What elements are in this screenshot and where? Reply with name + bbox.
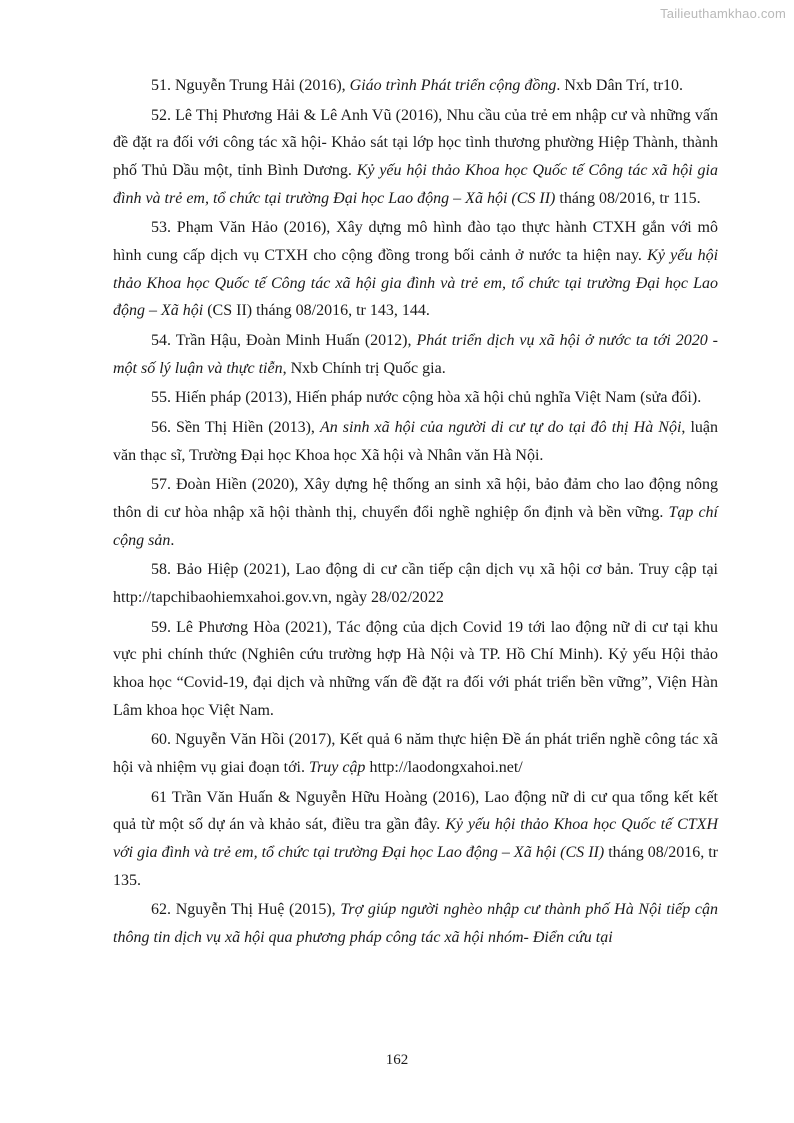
reference-text: , Nxb Chính trị Quốc gia. [282,359,446,377]
reference-text: 53. Phạm Văn Hảo (2016), Xây dựng mô hình đào tạo thực hành CTXH gắn với mô hình cung cấp dịch vụ CTXH cho cộng đồng trong bối cảnh ở nước ta hiện nay. [113,219,718,264]
reference-item [113,384,718,412]
reference-item [113,556,718,611]
reference-item [113,72,718,100]
reference-italic-text: Tạp chí cộng sản [113,504,718,549]
reference-text: 57. Đoàn Hiền (2020), Xây dựng hệ thống an sinh xã hội, bảo đảm cho lao động nông thôn di cư hòa nhập xã hội thành thị, chuyển đổi nghề nghiệp ổn định và bền vững. [113,476,718,522]
reference-item [113,102,718,212]
reference-text: . Nxb Dân Trí, tr10. [556,77,684,94]
reference-text: tháng 08/2016, tr 135. [113,843,718,889]
reference-text: 54. Trần Hậu, Đoàn Minh Huấn (2012), [151,331,417,349]
reference-item [113,414,718,469]
page-number: 162 [385,1052,409,1068]
reference-text: 59. Lê Phương Hòa (2021), Tác động của dịch Covid 19 tới lao động nữ di cư tại khu vực phi chính thức (Nghiên cứu trường hợp Hà Nội và TP. Hồ Chí Minh). Kỷ yếu Hội thảo khoa học “Covid-19, đại dịch và những vấn đề đặt ra đối với phát triển bền vững”, Viện Hàn Lâm khoa học Việt Nam. [113,618,718,719]
reference-italic-text: Kỷ yếu hội thảo Khoa học Quốc tế Công tác xã hội gia đình và trẻ em, tổ chức tại trường Đại học Lao động – Xã hội [113,246,719,320]
reference-item [113,327,718,382]
reference-italic-text: Phát triển dịch vụ xã hội ở nước ta tới 2020 - một số lý luận và thực tiễn [113,331,718,377]
reference-italic-text: An sinh xã hội của người di cư tự do tại đô thị Hà Nội [319,419,682,437]
reference-text: http://laodongxahoi.net/ [365,758,523,776]
reference-text: 55. Hiến pháp (2013), Hiến pháp nước cộng hòa xã hội chủ nghĩa Việt Nam (sửa đổi). [151,389,702,407]
watermark: Tailieuthamkhao.com [660,6,786,21]
reference-italic-text: Trợ giúp người nghèo nhập cư thành phố Hà Nội tiếp cận thông tin dịch vụ xã hội qua phương pháp công tác xã hội nhóm- Điển cứu tại [113,901,718,946]
reference-text: (CS II) tháng 08/2016, tr 143, 144. [203,302,430,320]
reference-item [113,471,718,554]
reference-item [113,896,718,951]
reference-text: . [170,531,175,549]
reference-italic-text: Kỷ yếu hội thảo Khoa học Quốc tế Công tác xã hội gia đình và trẻ em, tổ chức tại trường Đại học Lao động – Xã hội (CS II) [113,161,718,207]
reference-text: 58. Bảo Hiệp (2021), Lao động di cư cần tiếp cận dịch vụ xã hội cơ bản. Truy cập tại http://tapchibaohiemxahoi.gov.vn, ngày 28/02/2022 [113,561,718,606]
reference-text: tháng 08/2016, tr 115. [555,189,701,207]
reference-item [113,726,718,781]
reference-italic-text: Giáo trình Phát triển cộng đồng [349,77,557,94]
reference-text: 51. Nguyễn Trung Hải (2016), [151,77,350,94]
reference-text: 61 Trần Văn Huấn & Nguyễn Hữu Hoàng (2016), Lao động nữ di cư qua tổng kết kết quả từ một số dự án và khảo sát, điều tra gần đây. [113,788,718,834]
reference-text: 60. Nguyễn Văn Hồi (2017), Kết quả 6 năm thực hiện Đề án phát triển nghề công tác xã hội và nhiệm vụ giai đoạn tới. [113,731,718,776]
reference-text: 62. Nguyễn Thị Huệ (2015), [151,901,341,919]
reference-text: 56. Sền Thị Hiền (2013), [151,419,320,437]
reference-item [113,784,718,894]
reference-text: 52. Lê Thị Phương Hải & Lê Anh Vũ (2016), Nhu cầu của trẻ em nhập cư và những vấn đề đặt ra đối với công tác xã hội- Khảo sát tại lớp học tình thương phường Hiệp Thành, thành phố Thủ Dầu một, tỉnh Bình Dương. [113,106,718,179]
reference-item [113,614,718,724]
reference-text: , luận văn thạc sĩ, Trường Đại học Khoa học Xã hội và Nhân văn Hà Nội. [113,419,719,464]
reference-list [113,72,718,954]
reference-italic-text: Kỷ yếu hội thảo Khoa học Quốc tế CTXH với gia đình và trẻ em, tổ chức tại trường Đại học Lao động – Xã hội (CS II) [113,816,719,861]
reference-item [113,214,718,324]
reference-italic-text: Truy cập [308,758,366,776]
